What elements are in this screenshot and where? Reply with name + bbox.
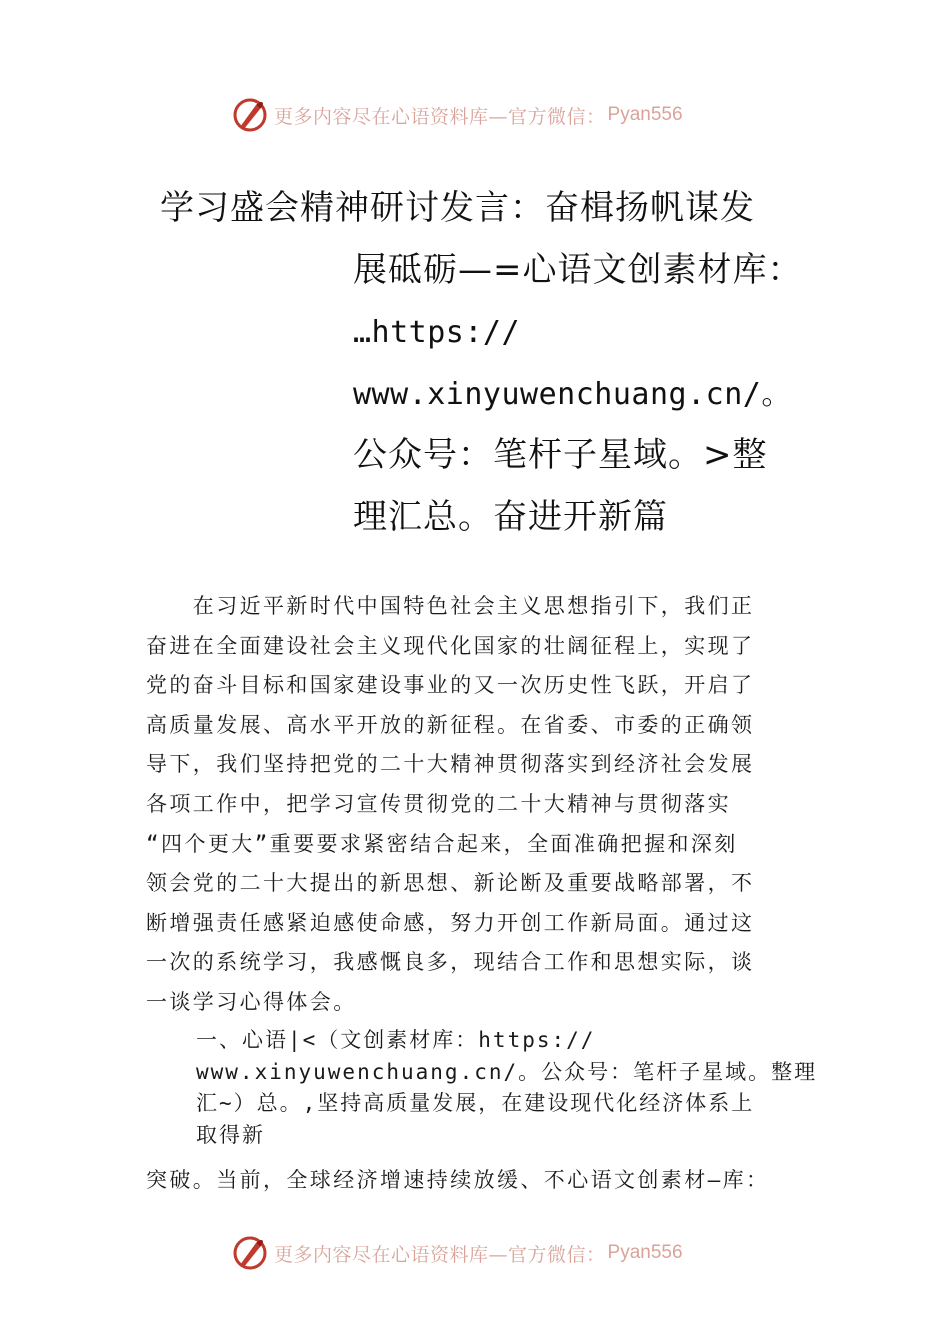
watermark-slogan: 更多内容尽在心语资料库—官方微信：	[274, 105, 606, 128]
paragraph-line: 各项工作中，把学习宣传贯彻党的二十大精神与贯彻落实	[146, 791, 731, 816]
title-line: 展砥砺—=心语文创素材库：	[353, 250, 803, 290]
watermark-wechat-id: Pyan556	[607, 1242, 683, 1263]
section-line: 汇~）总。,坚持高质量发展，在建设现代化经济体系上	[196, 1091, 755, 1115]
title-line: 理汇总。奋进开新篇	[353, 497, 668, 537]
section-line: 一、心语|<（文创素材库：https://	[196, 1028, 596, 1052]
paragraph-line: 奋进在全面建设社会主义现代化国家的壮阔征程上，实现了	[146, 633, 755, 658]
quill-pen-logo-icon	[232, 97, 268, 133]
watermark-slogan: 更多内容尽在心语资料库—官方微信：	[274, 1243, 606, 1266]
paragraph-line: 高质量发展、高水平开放的新征程。在省委、市委的正确领	[146, 712, 755, 737]
title-line: …https://	[353, 315, 521, 350]
paragraph-line: 一次的系统学习，我感慨良多，现结合工作和思想实际，谈	[146, 950, 755, 975]
quill-pen-logo-icon	[232, 1235, 268, 1271]
header-watermark-banner	[232, 95, 683, 135]
paragraph-line: 在习近平新时代中国特色社会主义思想指引下，我们正	[146, 594, 755, 618]
paragraph-line: 一谈学习心得体会。	[146, 989, 357, 1014]
paragraph-line: 领会党的二十大提出的新思想、新论断及重要战略部署，不	[146, 871, 755, 896]
section-line: 取得新	[196, 1122, 265, 1147]
paragraph-line: 导下，我们坚持把党的二十大精神贯彻落实到经济社会发展	[146, 752, 755, 777]
section-heading-1	[196, 1025, 816, 1151]
paragraph-line: 断增强责任感紧迫感使命感，努力开创工作新局面。通过这	[146, 910, 755, 935]
title-line: www.xinyuwenchuang.cn/。	[353, 377, 792, 412]
paragraph-line: 党的奋斗目标和国家建设事业的又一次历史性飞跃，开启了	[146, 673, 755, 698]
footer-watermark-banner	[232, 1233, 683, 1273]
body-paragraph	[146, 587, 816, 1023]
section-line: www.xinyuwenchuang.cn/。公众号：笔杆子星域。整理	[196, 1059, 818, 1084]
paragraph-line: “四个更大”重要要求紧密结合起来，全面准确把握和深刻	[146, 831, 738, 856]
body-trailing-line: 突破。当前，全球经济增速持续放缓、不心语文创素材—库：	[146, 1168, 770, 1192]
watermark-wechat-id: Pyan556	[607, 104, 683, 125]
title-line: 学习盛会精神研讨发言：奋楫扬帆谋发	[160, 188, 755, 228]
title-line: 公众号：笔杆子星域。>整	[353, 435, 768, 475]
